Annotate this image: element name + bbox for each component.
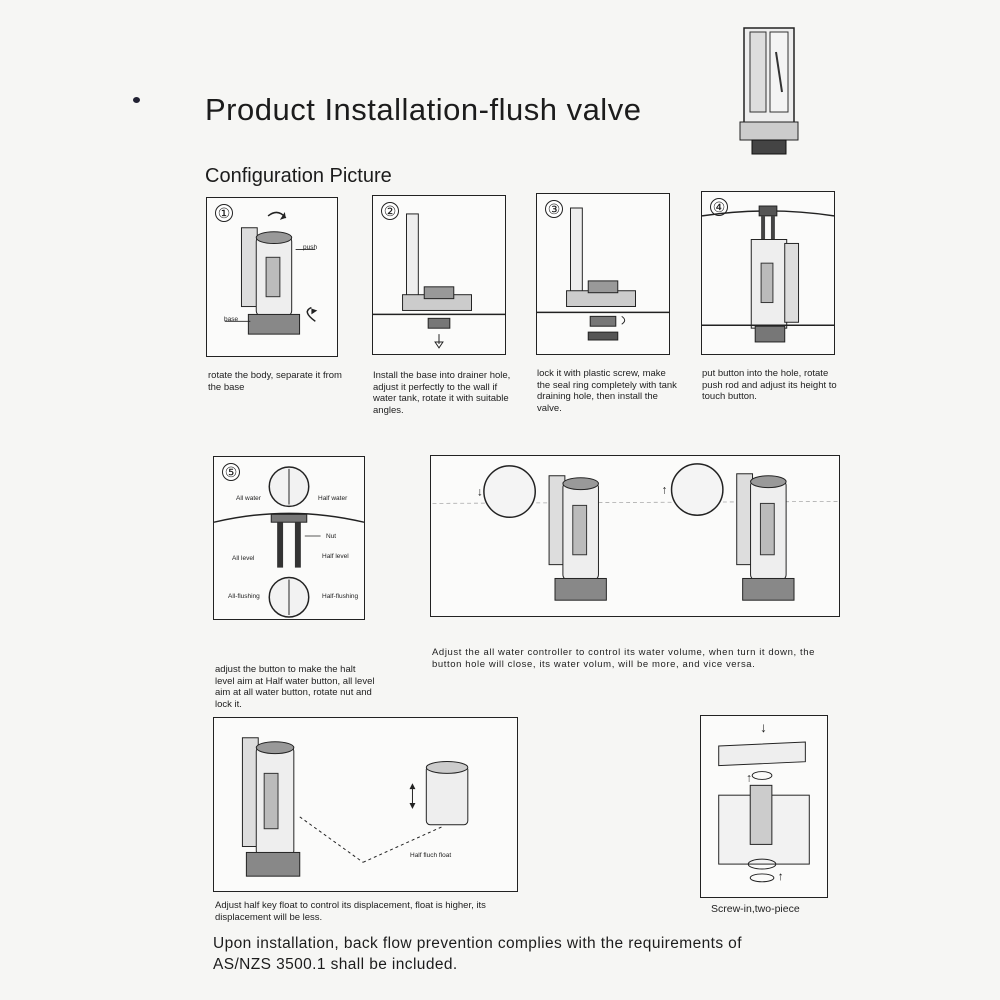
- step-4-caption: put button into the hole, rotate push rod and adjust its height to touch button.: [702, 368, 837, 402]
- label-push: push: [303, 244, 318, 251]
- step-2-panel: [372, 195, 506, 355]
- label-nut: Nut: [326, 533, 337, 540]
- step-2-caption: Install the base into drainer hole, adjust it perfectly to the wall if water tank, rotate it with suitable angles.: [373, 370, 511, 416]
- step-4-panel: [701, 191, 835, 355]
- label-half-level: Half level: [322, 553, 349, 560]
- section-title: Configuration Picture: [205, 165, 392, 187]
- step-3-panel: [536, 193, 670, 355]
- step-5-panel: [213, 456, 365, 620]
- label-half-float: Half fluch float: [410, 852, 452, 859]
- svg-text:↓: ↓: [760, 720, 767, 736]
- label-base: base: [224, 316, 239, 323]
- label-all-water: All water: [236, 495, 261, 502]
- step-number: ③: [545, 200, 563, 218]
- half-key-caption: Adjust half key float to control its displacement, float is higher, its displacement will be less.: [215, 900, 486, 923]
- screw-in-caption: Screw-in,two-piece: [711, 903, 800, 915]
- step-1-panel: [206, 197, 338, 357]
- page-title: Product Installation-flush valve: [205, 92, 642, 127]
- label-all-flushing: All-flushing: [228, 593, 260, 600]
- compliance-note: Upon installation, back flow prevention complies with the requirements of AS/NZS 3500.1 shall be included.: [213, 935, 742, 973]
- label-half-water: Half water: [318, 495, 348, 502]
- water-controller-panel: [430, 455, 840, 617]
- svg-text:↑: ↑: [746, 770, 753, 785]
- step-number: ④: [710, 198, 728, 216]
- ink-speck: [133, 97, 140, 103]
- water-controller-caption: Adjust the all water controller to control its water volume, when turn it down, the button hole will close, its water volum, will be more, and vice versa.: [432, 647, 815, 670]
- product-thumbnail: [738, 22, 800, 157]
- step-5-caption: adjust the button to make the halt level aim at Half water button, all level aim at all water button, rotate nut and lock it.: [215, 664, 375, 710]
- label-all-level: All level: [232, 555, 255, 562]
- step-1-caption: rotate the body, separate it from the base: [208, 370, 342, 393]
- step-3-caption: lock it with plastic screw, make the seal ring completely with tank draining hole, then install the valve.: [537, 368, 677, 414]
- svg-text:↓: ↓: [476, 484, 483, 499]
- label-half-flushing: Half-flushing: [322, 593, 359, 600]
- svg-text:↑: ↑: [777, 868, 784, 883]
- half-key-float-panel: [213, 717, 518, 892]
- screw-in-panel: [700, 715, 828, 898]
- step-number: ②: [381, 202, 399, 220]
- svg-text:↑: ↑: [661, 482, 668, 497]
- step-number: ①: [215, 204, 233, 222]
- step-number: ⑤: [222, 463, 240, 481]
